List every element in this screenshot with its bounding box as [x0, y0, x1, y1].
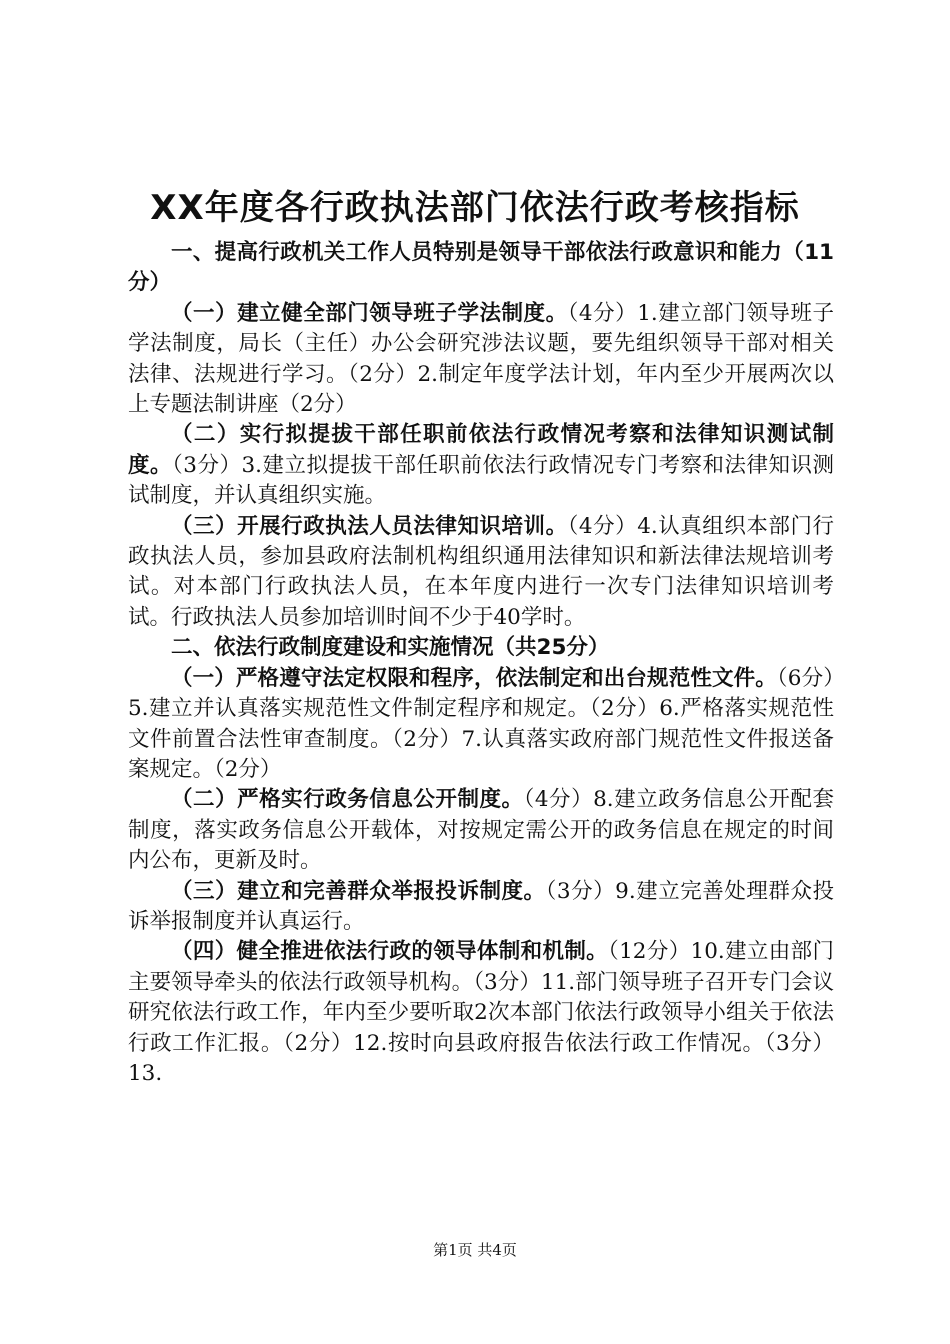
paragraph-text: （6分）5.建立并认真落实规范性文件制定程序和规定。（2分）6.严格落实规范性文件前置合法性审查制度。（2分）7.认真落实政府部门规范性文件报送备案规定。（2分） — [128, 665, 834, 782]
paragraph-text: （12分）10.建立由部门主要领导牵头的依法行政领导机构。（3分）11.部门领导班子召开专门会议研究依法行政工作，年内至少要听取2次本部门依法行政领导小组关于依法行政工作汇报。（2分）12.按时向县政府报告依法行政工作情况。（3分）13. — [128, 939, 834, 1086]
paragraph-text: （4分）8.建立政务信息公开配套制度，落实政务信息公开载体，对按规定需公开的政务信息在规定的时间内公布，更新及时。 — [128, 787, 834, 874]
paragraph-heading: （一）建立健全部门领导班子学法制度。 — [171, 300, 568, 326]
paragraph-heading: 一、提高行政机关工作人员特别是领导干部依法行政意识和能力（11分） — [128, 240, 834, 296]
paragraph-heading: （三）开展行政执法人员法律知识培训。 — [171, 513, 568, 539]
paragraph — [128, 785, 834, 876]
document-title: XX年度各行政执法部门依法行政考核指标 — [150, 188, 800, 228]
paragraph-text: （3分）9.建立完善处理群众投诉举报制度并认真运行。 — [128, 878, 834, 934]
page-number-footer: 第1页 共4页 — [433, 1241, 517, 1259]
paragraph-text: （4分）1.建立部门领导班子学法制度，局长（主任）办公会研究涉法议题，要先组织领导干部对相关法律、法规进行学习。（2分）2.制定年度学法计划，年内至少开展两次以上专题法制讲座（2分） — [128, 300, 834, 418]
paragraph — [128, 420, 834, 511]
paragraph — [128, 664, 834, 786]
paragraph-heading: （二）严格实行政务信息公开制度。 — [171, 787, 524, 813]
paragraph — [128, 238, 834, 299]
paragraph-heading: （一）严格遵守法定权限和程序，依法制定和出台规范性文件。 — [171, 665, 777, 691]
paragraph-text: （3分）3.建立拟提拔干部任职前依法行政情况专门考察和法律知识测试制度，并认真组织实施。 — [128, 452, 834, 509]
paragraph — [128, 299, 834, 421]
paragraph-heading: （四）健全推进依法行政的领导体制和机制。 — [171, 939, 609, 965]
paragraph — [128, 512, 834, 634]
paragraph — [128, 633, 834, 663]
paragraph-text: （4分）4.认真组织本部门行政执法人员，参加县政府法制机构组织通用法律知识和新法律法规培训考试。对本部门行政执法人员，在本年度内进行一次专门法律知识培训考试。行政执法人员参加培训时间不少于40学时。 — [128, 513, 834, 630]
paragraph — [128, 877, 834, 938]
paragraph-heading: （三）建立和完善群众举报投诉制度。 — [171, 878, 546, 904]
paragraph-heading: （二）实行拟提拔干部任职前依法行政情况考察和法律知识测试制度。 — [128, 422, 834, 478]
document-body — [128, 238, 834, 1089]
paragraph-heading: 二、依法行政制度建设和实施情况（共25分） — [171, 635, 610, 661]
paragraph — [128, 937, 834, 1089]
